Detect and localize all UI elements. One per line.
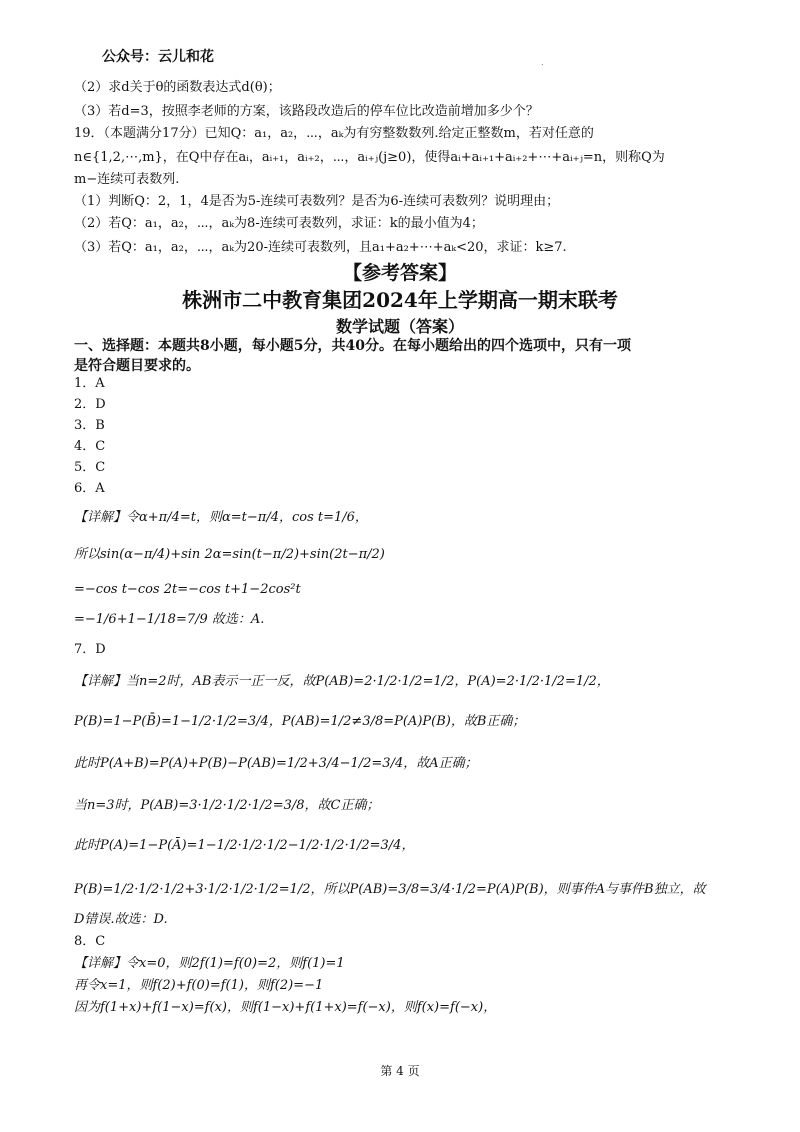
- q7-detail-line-7: D错误.故选：D.: [74, 912, 168, 927]
- q6-detail-line-2: 所以sin(α−π/4)+sin 2α=sin(t−π/2)+sin(2t−π/2): [74, 547, 385, 562]
- q7-detail-line-5: 此时P(A)=1−P(Ā)=1−1/2·1/2·1/2−1/2·1/2·1/2=3/4，: [74, 838, 415, 853]
- question-19-part-2: （2）若Q：a₁，a₂，⋯，aₖ为8-连续可表数列，求证：k的最小值为4；: [74, 216, 484, 231]
- q8-detail-line-1: 【详解】令x=0，则2f(1)=f(0)=2，则f(1)=1: [74, 956, 345, 971]
- choice-2: 2．D: [74, 397, 106, 412]
- choice-4: 4．C: [74, 439, 106, 454]
- q8-answer: 8．C: [74, 934, 106, 949]
- section-1-heading-1: 一、选择题：本题共8小题，每小题5分，共40分。在每小题给出的四个选项中，只有一项: [74, 338, 631, 354]
- choice-1: 1．A: [74, 376, 105, 391]
- answer-tag: 【参考答案】: [342, 262, 457, 284]
- question-19-stem-1: 19．（本题满分17分）已知Q：a₁，a₂，⋯，aₖ为有穷整数数列.给定正整数m，若对任意的: [74, 126, 594, 141]
- question-19-part-3: （3）若Q：a₁，a₂，⋯，aₖ为20-连续可表数列，且a₁+a₂+⋯+aₖ<20，求证：k≥7.: [74, 240, 567, 255]
- q7-detail-line-2: P(B)=1−P(B̄)=1−1/2·1/2=3/4，P(AB)=1/2≠3/8=P(A)P(B)，故B正确；: [74, 714, 526, 729]
- q6-detail-line-1: 【详解】令α+π/4=t，则α=t−π/4，cos t=1/6，: [74, 510, 368, 525]
- page-number: 第 4 页: [380, 1064, 420, 1078]
- section-1-heading-2: 是符合题目要求的。: [74, 358, 200, 374]
- question-19-stem-2: n∈{1,2,⋯,m}，在Q中存在aᵢ，aᵢ₊₁，aᵢ₊₂，⋯，aᵢ₊ⱼ(j≥0)，使得aᵢ+aᵢ₊₁+aᵢ₊₂+⋯+aᵢ₊ⱼ=n，则称Q为: [74, 150, 665, 165]
- q7-detail-line-6: P(B)=1/2·1/2·1/2+3·1/2·1/2·1/2=1/2，所以P(AB)=3/8=3/4·1/2=P(A)P(B)，则事件A与事件B独立，故: [74, 882, 706, 897]
- wechat-header: 公众号：云儿和花: [102, 49, 214, 65]
- choice-5: 5．C: [74, 460, 106, 475]
- q7-answer: 7．D: [74, 642, 106, 657]
- scan-dot: .: [541, 58, 544, 67]
- question-19-stem-3: m−连续可表数列.: [74, 172, 180, 187]
- choice-6: 6．A: [74, 481, 105, 496]
- question-19-part-1: （1）判断Q：2，1，4是否为5-连续可表数列？是否为6-连续可表数列？说明理由；: [74, 194, 560, 209]
- answer-subtitle: 数学试题（答案）: [335, 317, 464, 336]
- choice-3: 3．B: [74, 418, 105, 433]
- question-18-part-2: （2）求d关于θ的函数表达式d(θ)；: [74, 80, 281, 95]
- question-18-part-3: （3）若d=3，按照李老师的方案，该路段改造后的停车位比改造前增加多少个？: [74, 104, 539, 119]
- q7-detail-line-1: 【详解】当n=2时，AB表示一正一反，故P(AB)=2·1/2·1/2=1/2，P(A)=2·1/2·1/2=1/2，: [74, 674, 610, 689]
- q7-detail-line-3: 此时P(A+B)=P(A)+P(B)−P(AB)=1/2+3/4−1/2=3/4，故A正确；: [74, 756, 478, 771]
- q8-detail-line-3: 因为f(1+x)+f(1−x)=f(x)，则f(1−x)+f(1+x)=f(−x)，则f(x)=f(−x)，: [74, 1000, 497, 1015]
- q6-detail-line-3: =−cos t−cos 2t=−cos t+1−2cos²t: [74, 582, 301, 597]
- answer-title: 株洲市二中教育集团2024年上学期高一期末联考: [182, 288, 618, 312]
- q8-detail-line-2: 再令x=1，则f(2)+f(0)=f(1)，则f(2)=−1: [74, 978, 324, 993]
- q6-detail-line-4: =−1/6+1−1/18=7/9 故选：A.: [74, 612, 265, 627]
- q7-detail-line-4: 当n=3时，P(AB)=3·1/2·1/2·1/2=3/8，故C正确；: [74, 798, 380, 813]
